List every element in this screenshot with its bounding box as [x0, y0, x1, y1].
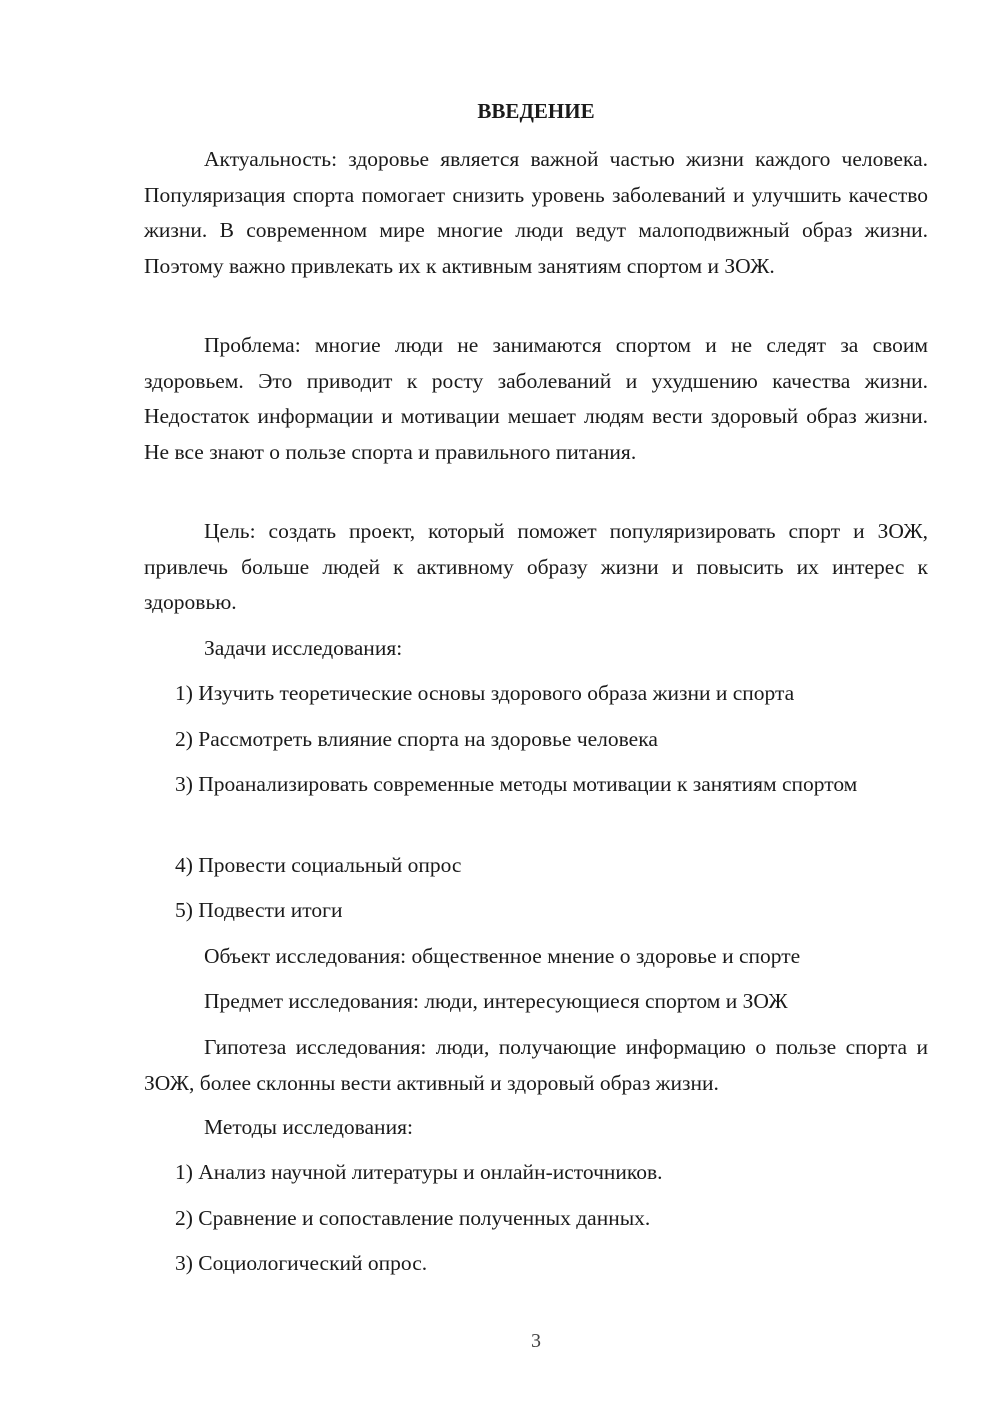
method-item: 1) Анализ научной литературы и онлайн-источников.: [175, 1160, 663, 1184]
task-item: 2) Рассмотреть влияние спорта на здоровье человека: [175, 727, 658, 751]
research-subject: Предмет исследования: люди, интересующиеся спортом и ЗОЖ: [204, 989, 788, 1013]
relevance-paragraph: Актуальность: здоровье является важной частью жизни каждого человека. Популяризация спорта помогает снизить уровень заболеваний и улучшить качество жизни. В современном мире многие люди ведут малоподвижный образ жизни. Поэтому важно привлекать их к активным занятиям спортом и ЗОЖ.: [144, 147, 928, 278]
task-item: 1) Изучить теоретические основы здорового образа жизни и спорта: [175, 681, 795, 705]
page-title: ВВЕДЕНИЕ: [477, 99, 595, 123]
task-item: 4) Провести социальный опрос: [175, 853, 462, 877]
problem-paragraph: Проблема: многие люди не занимаются спортом и не следят за своим здоровьем. Это приводит к росту заболеваний и ухудшению качества жизни. Недостаток информации и мотивации мешает людям вести здоровый образ жизни. Не все знают о пользе спорта и правильного питания.: [144, 333, 928, 464]
method-item: 3) Социологический опрос.: [175, 1251, 428, 1275]
tasks-heading: Задачи исследования:: [204, 636, 403, 660]
page-number: 3: [531, 1330, 541, 1352]
methods-heading: Методы исследования:: [204, 1115, 413, 1139]
research-object: Объект исследования: общественное мнение о здоровье и спорте: [204, 944, 801, 968]
method-item: 2) Сравнение и сопоставление полученных данных.: [175, 1206, 651, 1230]
task-item: 3) Проанализировать современные методы мотивации к занятиям спортом: [175, 772, 858, 796]
goal-paragraph: Цель: создать проект, который поможет популяризировать спорт и ЗОЖ, привлечь больше людей к активному образу жизни и повысить их интерес к здоровью.: [144, 519, 928, 614]
research-hypothesis: Гипотеза исследования: люди, получающие информацию о пользе спорта и ЗОЖ, более склонны вести активный и здоровый образ жизни.: [144, 1035, 928, 1095]
task-item: 5) Подвести итоги: [175, 898, 343, 922]
